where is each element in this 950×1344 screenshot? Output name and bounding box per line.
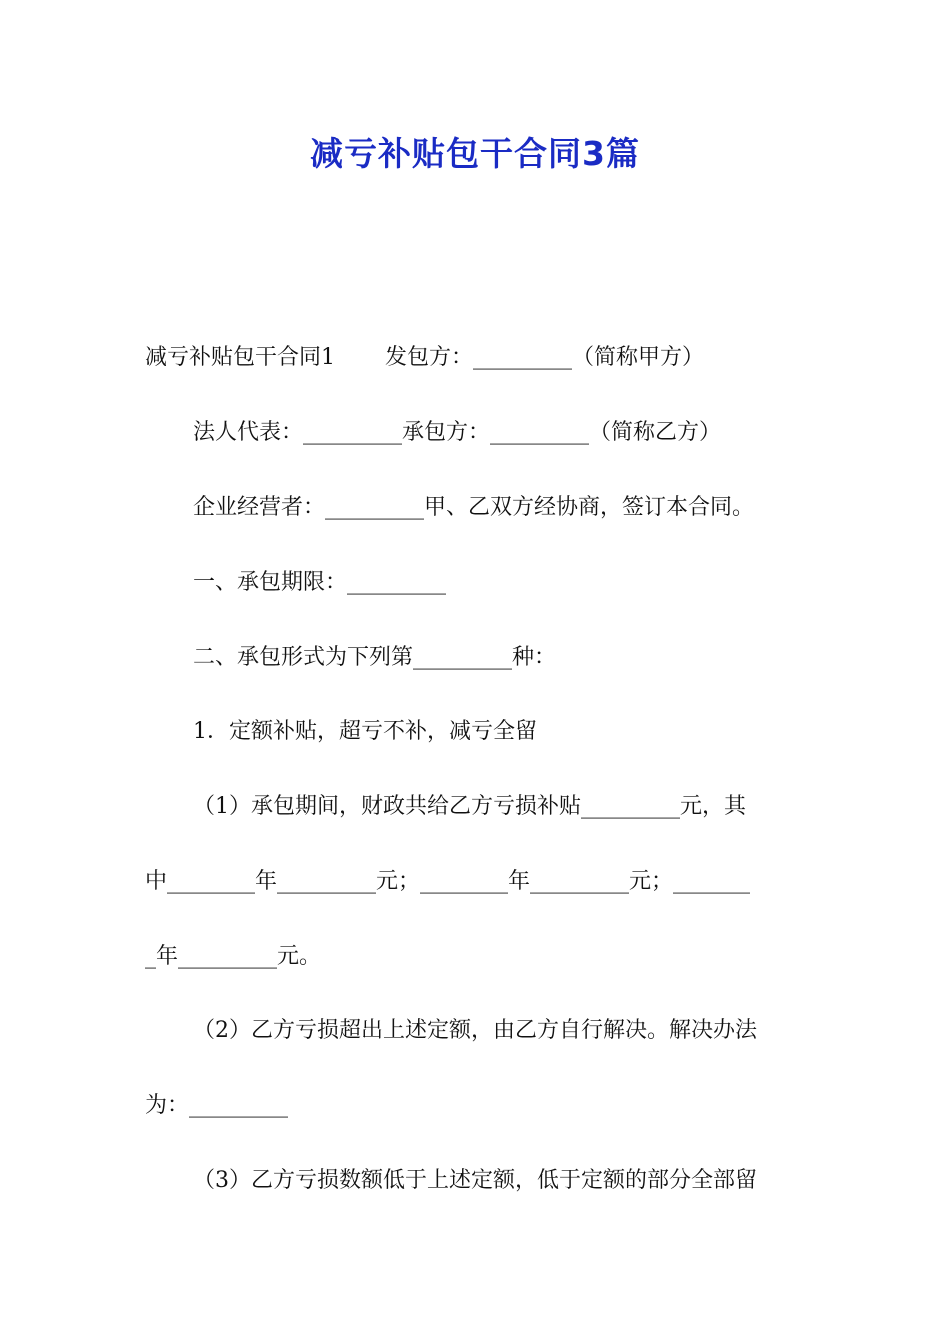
paragraph-line [0, 344, 950, 372]
paragraph-line: 中________年_________元；________年_________元；_______ [145, 869, 751, 894]
paragraph-line: 法人代表：_________承包方：_________（简称乙方） [193, 420, 722, 445]
document-title: 减亏补贴包干合同3篇 [310, 134, 640, 173]
paragraph-line: 二、承包形式为下列第_________种： [193, 645, 557, 670]
party-a-field: 发包方：_________（简称甲方） [385, 345, 705, 370]
paragraph-line: 为：_________ [145, 1093, 289, 1118]
paragraph-line: （3）乙方亏损数额低于上述定额，低于定额的部分全部留 [193, 1168, 757, 1193]
paragraph-line: （1）承包期间，财政共给乙方亏损补贴_________元，其 [193, 794, 746, 819]
paragraph-line: _年_________元。 [145, 944, 322, 969]
section-heading: 减亏补贴包干合同1 [145, 345, 335, 370]
paragraph-line: 1．定额补贴，超亏不补，减亏全留 [193, 719, 537, 744]
paragraph-line: 企业经营者：_________甲、乙双方经协商，签订本合同。 [193, 495, 755, 520]
paragraph-line: （2）乙方亏损超出上述定额，由乙方自行解决。解决办法 [193, 1018, 757, 1043]
paragraph-line: 一、承包期限：_________ [193, 570, 447, 595]
